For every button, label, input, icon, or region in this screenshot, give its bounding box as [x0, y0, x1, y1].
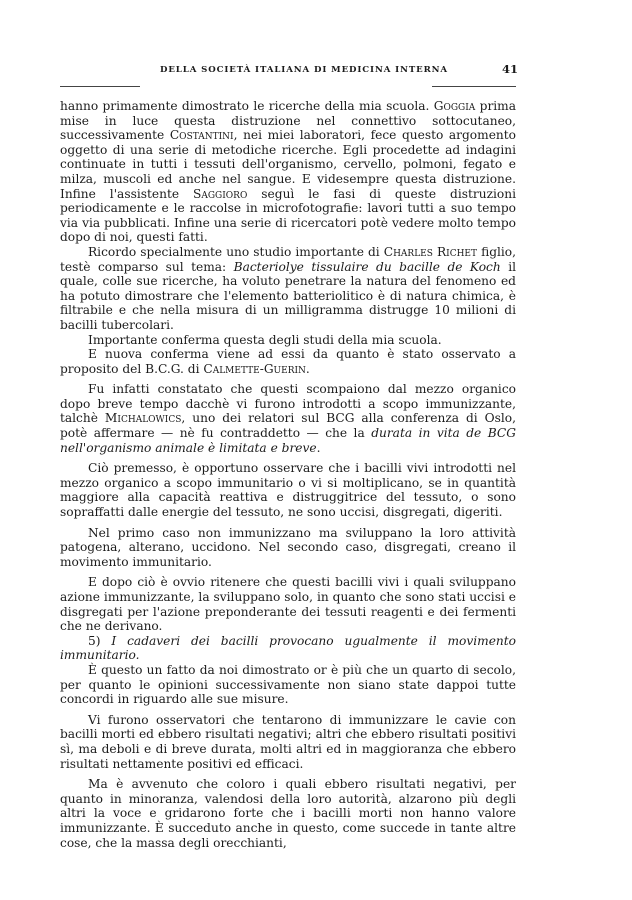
- paragraph: Ciò premesso, è opportuno osservare che i bacilli vivi introdotti nel mezzo organico a scopo immunitario o vi si moltiplicano, se in quantità maggiore alla capacità reattiva e distruggitrice del tessuto, o sono sopraffatti dalle energie del tessuto, ne sono uccisi, disgregati, digeriti.: [60, 461, 516, 520]
- page-number: 41: [502, 62, 519, 76]
- paragraph: Nel primo caso non immunizzano ma sviluppano la loro attività patogena, alterano, uccidono. Nel secondo caso, disgregati, creano il movimento immunitario.: [60, 525, 516, 569]
- text-run: , uno dei relatori sul BCG alla conferenza di Oslo, potè affermare — nè fu contraddetto — che la: [60, 411, 516, 441]
- paragraph: [60, 382, 516, 455]
- text-run: hanno primamente dimostrato le ricerche della mia scuola.: [60, 99, 434, 113]
- section-heading: [60, 634, 516, 663]
- header-rule-left: [60, 86, 140, 87]
- paragraph: È questo un fatto da noi dimostrato or è più che un quarto di secolo, per quanto le opinioni successivamente non siano state dappoi tutte concordi in riguardo alle sue misure.: [60, 662, 516, 707]
- author-name: Saggioro: [193, 186, 248, 201]
- header-rule-right: [432, 86, 516, 87]
- text-run: Fu infatti constatato che questi scompaiono dal mezzo organico dopo breve tempo dacchè vi furono introdotti a scopo immunizzante, talchè: [60, 382, 516, 426]
- text-run: , nei miei laboratori, fece questo argomento oggetto di una serie di metodiche ricerche. Egli procedette ad indagini continuate in tutti i tessuti dell'organismo, cervello, polmoni, fegato e milza, muscoli ed anche nel sangue. E videsempre questa distruzione. Infine l'assistente: [60, 128, 516, 201]
- paragraph: [60, 347, 516, 376]
- text-run: seguì le fasi di queste distruzioni periodicamente e le raccolse in microfotografie: lavori tutti a suo tempo via via pubblicati. Infine una serie di ricercatori potè vedere molto tempo dopo di noi, questi fatti.: [60, 186, 516, 245]
- paragraph: E dopo ciò è ovvio ritenere che questi bacilli vivi i quali sviluppano azione immunizzante, la sviluppano solo, in quanto che sono stati uccisi e disgregati per l'azione preponderante dei tessuti reagenti e dei fermenti che ne derivano.: [60, 575, 516, 634]
- text-run: il quale, colle sue ricerche, ha voluto penetrare la natura del fenomeno ed ha potuto dimostrare che l'elemento batteriolitico è di natura chimica, è filtrabile e che nella misura di un milligramma distrugge 10 milioni di bacilli tubercolari.: [60, 259, 517, 332]
- paragraph: [60, 99, 516, 245]
- paragraph: Vi furono osservatori che tentarono di immunizzare le cavie con bacilli morti ed ebbero risultati negativi; altri che ebbero risultati positivi sì, ma deboli e di breve durata, molti altri ed in maggioranza che ebbero risultati nettamente positivi ed efficaci.: [60, 712, 516, 771]
- author-name: Costantini: [169, 128, 234, 143]
- author-name: Goggia: [433, 99, 476, 113]
- running-head: DELLA SOCIETÀ ITALIANA DI MEDICINA INTERNA: [160, 65, 448, 75]
- text-run: .: [305, 361, 310, 376]
- paragraph: Ma è avvenuto che coloro i quali ebbero risultati negativi, per quanto in minoranza, valendosi della loro autorità, alzarono più degli altri la voce e gridarono forte che i bacilli morti non hanno valore immunizzante. È succeduto anche in questo, come succede in tante altre cose, che la massa degli orecchianti,: [60, 777, 516, 850]
- text-run: prima mise in luce questa distruzione nel connettivo sottocutaneo, successivamente: [60, 99, 516, 143]
- text-run: E nuova conferma viene ad essi da quanto è stato osservato a proposito del B.C.G. di: [60, 347, 516, 376]
- work-title: Bacteriolye tissulaire du bacille de Koch: [233, 259, 501, 274]
- paragraph: [60, 245, 516, 333]
- author-name: Calmette-Guerin: [203, 361, 306, 376]
- paragraph: Importante conferma questa degli studi della mia scuola.: [88, 332, 442, 347]
- author-name: Michalowics: [104, 411, 182, 426]
- section-title: I cadaveri dei bacilli provocano ugualmente il movimento immunitario.: [60, 633, 516, 663]
- emphasis: durata in vita de BCG nell'organismo animale è limitata e breve: [60, 426, 516, 455]
- author-name: Charles Richet: [383, 244, 478, 259]
- body-text: [60, 99, 516, 850]
- text-run: .: [316, 440, 321, 455]
- text-run: Ricordo specialmente uno studio importante di: [88, 244, 384, 259]
- section-number: 5): [88, 633, 101, 648]
- text-run: figlio, testè comparso sul tema:: [60, 244, 517, 274]
